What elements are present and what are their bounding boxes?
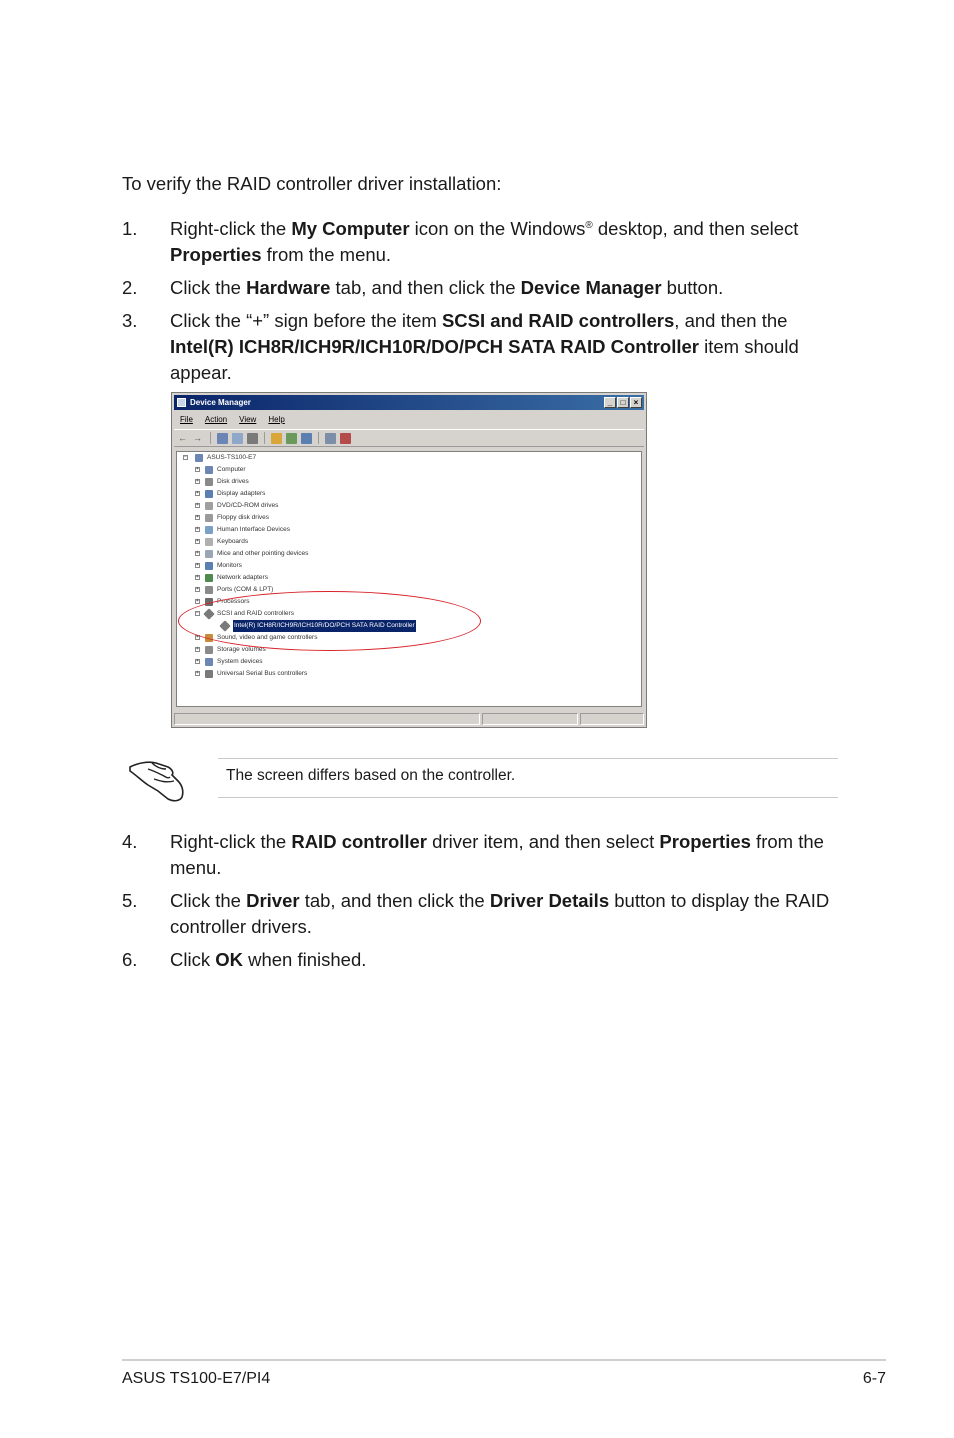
update-driver-icon[interactable] <box>286 433 297 444</box>
step-text <box>170 216 840 268</box>
step-text <box>170 275 840 301</box>
toolbar-separator <box>210 432 211 444</box>
step-text <box>170 308 840 386</box>
status-bar <box>174 713 644 725</box>
scan-hardware-icon[interactable] <box>271 433 282 444</box>
bold-run: OK <box>215 949 243 970</box>
status-pane <box>580 713 644 725</box>
bold-run: Driver Details <box>489 890 610 911</box>
text-run: driver item, and then select <box>427 831 660 852</box>
text-run: Click the “+” sign before the item <box>170 310 442 331</box>
text-run: button. <box>661 277 724 298</box>
step-text <box>170 947 840 973</box>
window-controls <box>604 397 642 408</box>
text-run: icon on the Windows <box>409 218 586 239</box>
bold-run: Device Manager <box>520 277 662 298</box>
tree-label: Floppy disk drives <box>217 514 270 521</box>
disable-device-icon[interactable] <box>325 433 336 444</box>
computer-icon <box>195 454 203 462</box>
step-4 <box>122 829 842 881</box>
tree-label: Mice and other pointing devices <box>217 550 309 557</box>
text-run: Right-click the <box>170 831 292 852</box>
step-number: 6. <box>122 949 138 970</box>
tree-label: Human Interface Devices <box>217 526 290 533</box>
tree-label: Monitors <box>217 562 242 569</box>
expand-icon[interactable]: + <box>196 526 199 532</box>
expand-icon[interactable]: + <box>196 562 199 568</box>
monitor-icon <box>205 562 213 570</box>
intro-text: To verify the RAID controller driver installation: <box>122 173 502 194</box>
list-icon[interactable] <box>232 433 243 444</box>
text-run: , and then the <box>674 310 788 331</box>
hid-icon <box>205 526 213 534</box>
window-title: Device Manager <box>190 398 251 407</box>
status-pane <box>482 713 578 725</box>
registered-mark: ® <box>585 219 593 231</box>
step-3 <box>122 308 842 386</box>
tree-label: Universal Serial Bus controllers <box>217 670 308 677</box>
bold-run: Intel(R) ICH8R/ICH9R/ICH10R/DO/PCH SATA RAID Controller <box>170 336 699 357</box>
expand-icon[interactable]: + <box>196 658 199 664</box>
floppy-icon <box>205 514 213 522</box>
text-run: from the menu. <box>261 244 392 265</box>
text-run: tab, and then click the <box>330 277 521 298</box>
toolbar-separator <box>264 432 265 444</box>
menu-action[interactable]: Action <box>204 415 228 424</box>
step-number: 4. <box>122 831 138 852</box>
system-icon <box>205 658 213 666</box>
dvd-icon <box>205 502 213 510</box>
maximize-icon[interactable]: □ <box>617 397 629 408</box>
expand-icon[interactable]: + <box>196 634 199 640</box>
uninstall-icon[interactable] <box>340 433 351 444</box>
step-2 <box>122 275 842 301</box>
tree-label: SCSI and RAID controllers <box>217 610 294 617</box>
text-run: Right-click the <box>170 218 292 239</box>
computer-icon <box>205 466 213 474</box>
page-number: 6-7 <box>862 1370 886 1387</box>
device-manager-icon <box>177 398 186 407</box>
expand-icon[interactable]: + <box>196 670 199 676</box>
tree-label: Keyboards <box>217 538 249 545</box>
status-pane <box>174 713 480 725</box>
tree-label: Sound, video and game controllers <box>217 634 318 641</box>
forward-arrow-icon[interactable]: → <box>193 432 202 443</box>
expand-icon[interactable]: + <box>196 538 199 544</box>
help-icon[interactable] <box>301 433 312 444</box>
tree-label: System devices <box>217 658 263 665</box>
expand-icon[interactable]: + <box>196 466 199 472</box>
note-bottom-rule <box>218 797 838 798</box>
bold-run: My Computer <box>291 218 410 239</box>
tree-label: ASUS-TS100-E7 <box>207 454 257 461</box>
step-number: 1. <box>122 218 138 239</box>
back-arrow-icon[interactable]: ← <box>178 432 187 443</box>
tree-label: Computer <box>217 466 246 473</box>
text-run: button to display the RAID controller drivers. <box>170 890 830 937</box>
text-run: item should appear. <box>170 336 799 383</box>
expand-icon[interactable]: + <box>196 574 199 580</box>
footer-product-name: ASUS TS100-E7/PI4 <box>122 1370 271 1387</box>
disk-icon <box>205 478 213 486</box>
text-run: tab, and then click the <box>299 890 490 911</box>
step-text <box>170 829 840 881</box>
collapse-icon[interactable]: − <box>184 454 187 460</box>
tree-label: Processors <box>217 598 250 605</box>
note-hand-icon <box>128 757 188 803</box>
text-run: Click <box>170 949 216 970</box>
tree-label: DVD/CD-ROM drives <box>217 502 279 509</box>
print-icon[interactable] <box>247 433 258 444</box>
expand-icon[interactable]: + <box>196 478 199 484</box>
expand-icon[interactable]: + <box>196 514 199 520</box>
step-1 <box>122 216 842 268</box>
collapse-icon[interactable]: − <box>196 610 199 616</box>
note-top-rule <box>218 758 838 759</box>
bold-run: Hardware <box>246 277 331 298</box>
properties-icon[interactable] <box>217 433 228 444</box>
bold-run: Driver <box>246 890 300 911</box>
tree-label: Disk drives <box>217 478 249 485</box>
expand-icon[interactable]: + <box>196 490 199 496</box>
mouse-icon <box>205 550 213 558</box>
expand-icon[interactable]: + <box>196 502 199 508</box>
device-tree <box>176 451 642 707</box>
tree-label-selected: Intel(R) ICH8R/ICH9R/ICH10R/DO/PCH SATA RAID Controller <box>233 620 416 632</box>
step-number: 3. <box>122 310 138 331</box>
step-text <box>170 888 840 940</box>
bold-run: Properties <box>659 831 751 852</box>
expand-icon[interactable]: + <box>196 598 199 604</box>
expand-icon[interactable]: + <box>196 586 199 592</box>
text-run: from the menu. <box>170 831 824 878</box>
minimize-icon[interactable]: _ <box>604 397 616 408</box>
menu-view[interactable]: View <box>239 415 257 424</box>
menu-bar <box>176 413 285 427</box>
usb-icon <box>205 670 213 678</box>
step-5 <box>122 888 842 940</box>
toolbar <box>174 429 644 447</box>
footer-rule <box>122 1359 886 1361</box>
expand-icon[interactable]: + <box>196 550 199 556</box>
step-number: 5. <box>122 890 138 911</box>
display-icon <box>205 490 213 498</box>
step-6 <box>122 947 842 973</box>
bold-run: Properties <box>170 244 262 265</box>
menu-help[interactable]: Help <box>268 415 285 424</box>
storage-icon <box>205 646 213 654</box>
window-titlebar <box>174 395 644 410</box>
text-run: Click the <box>170 277 247 298</box>
device-manager-screenshot <box>171 392 647 728</box>
text-run: when finished. <box>242 949 367 970</box>
text-run: Click the <box>170 890 247 911</box>
tree-label: Storage volumes <box>217 646 266 653</box>
toolbar-separator <box>318 432 319 444</box>
text-run: desktop, and then select <box>592 218 799 239</box>
tree-label: Ports (COM & LPT) <box>217 586 274 593</box>
close-icon[interactable]: × <box>630 397 642 408</box>
menu-file[interactable]: File <box>180 415 193 424</box>
port-icon <box>205 586 213 594</box>
tree-label: Display adapters <box>217 490 266 497</box>
bold-run: RAID controller <box>291 831 428 852</box>
network-icon <box>205 574 213 582</box>
step-number: 2. <box>122 277 138 298</box>
tree-label: Network adapters <box>217 574 268 581</box>
bold-run: SCSI and RAID controllers <box>441 310 675 331</box>
expand-icon[interactable]: + <box>196 646 199 652</box>
highlight-ellipse <box>178 591 481 651</box>
note-text: The screen differs based on the controller. <box>226 767 516 784</box>
keyboard-icon <box>205 538 213 546</box>
